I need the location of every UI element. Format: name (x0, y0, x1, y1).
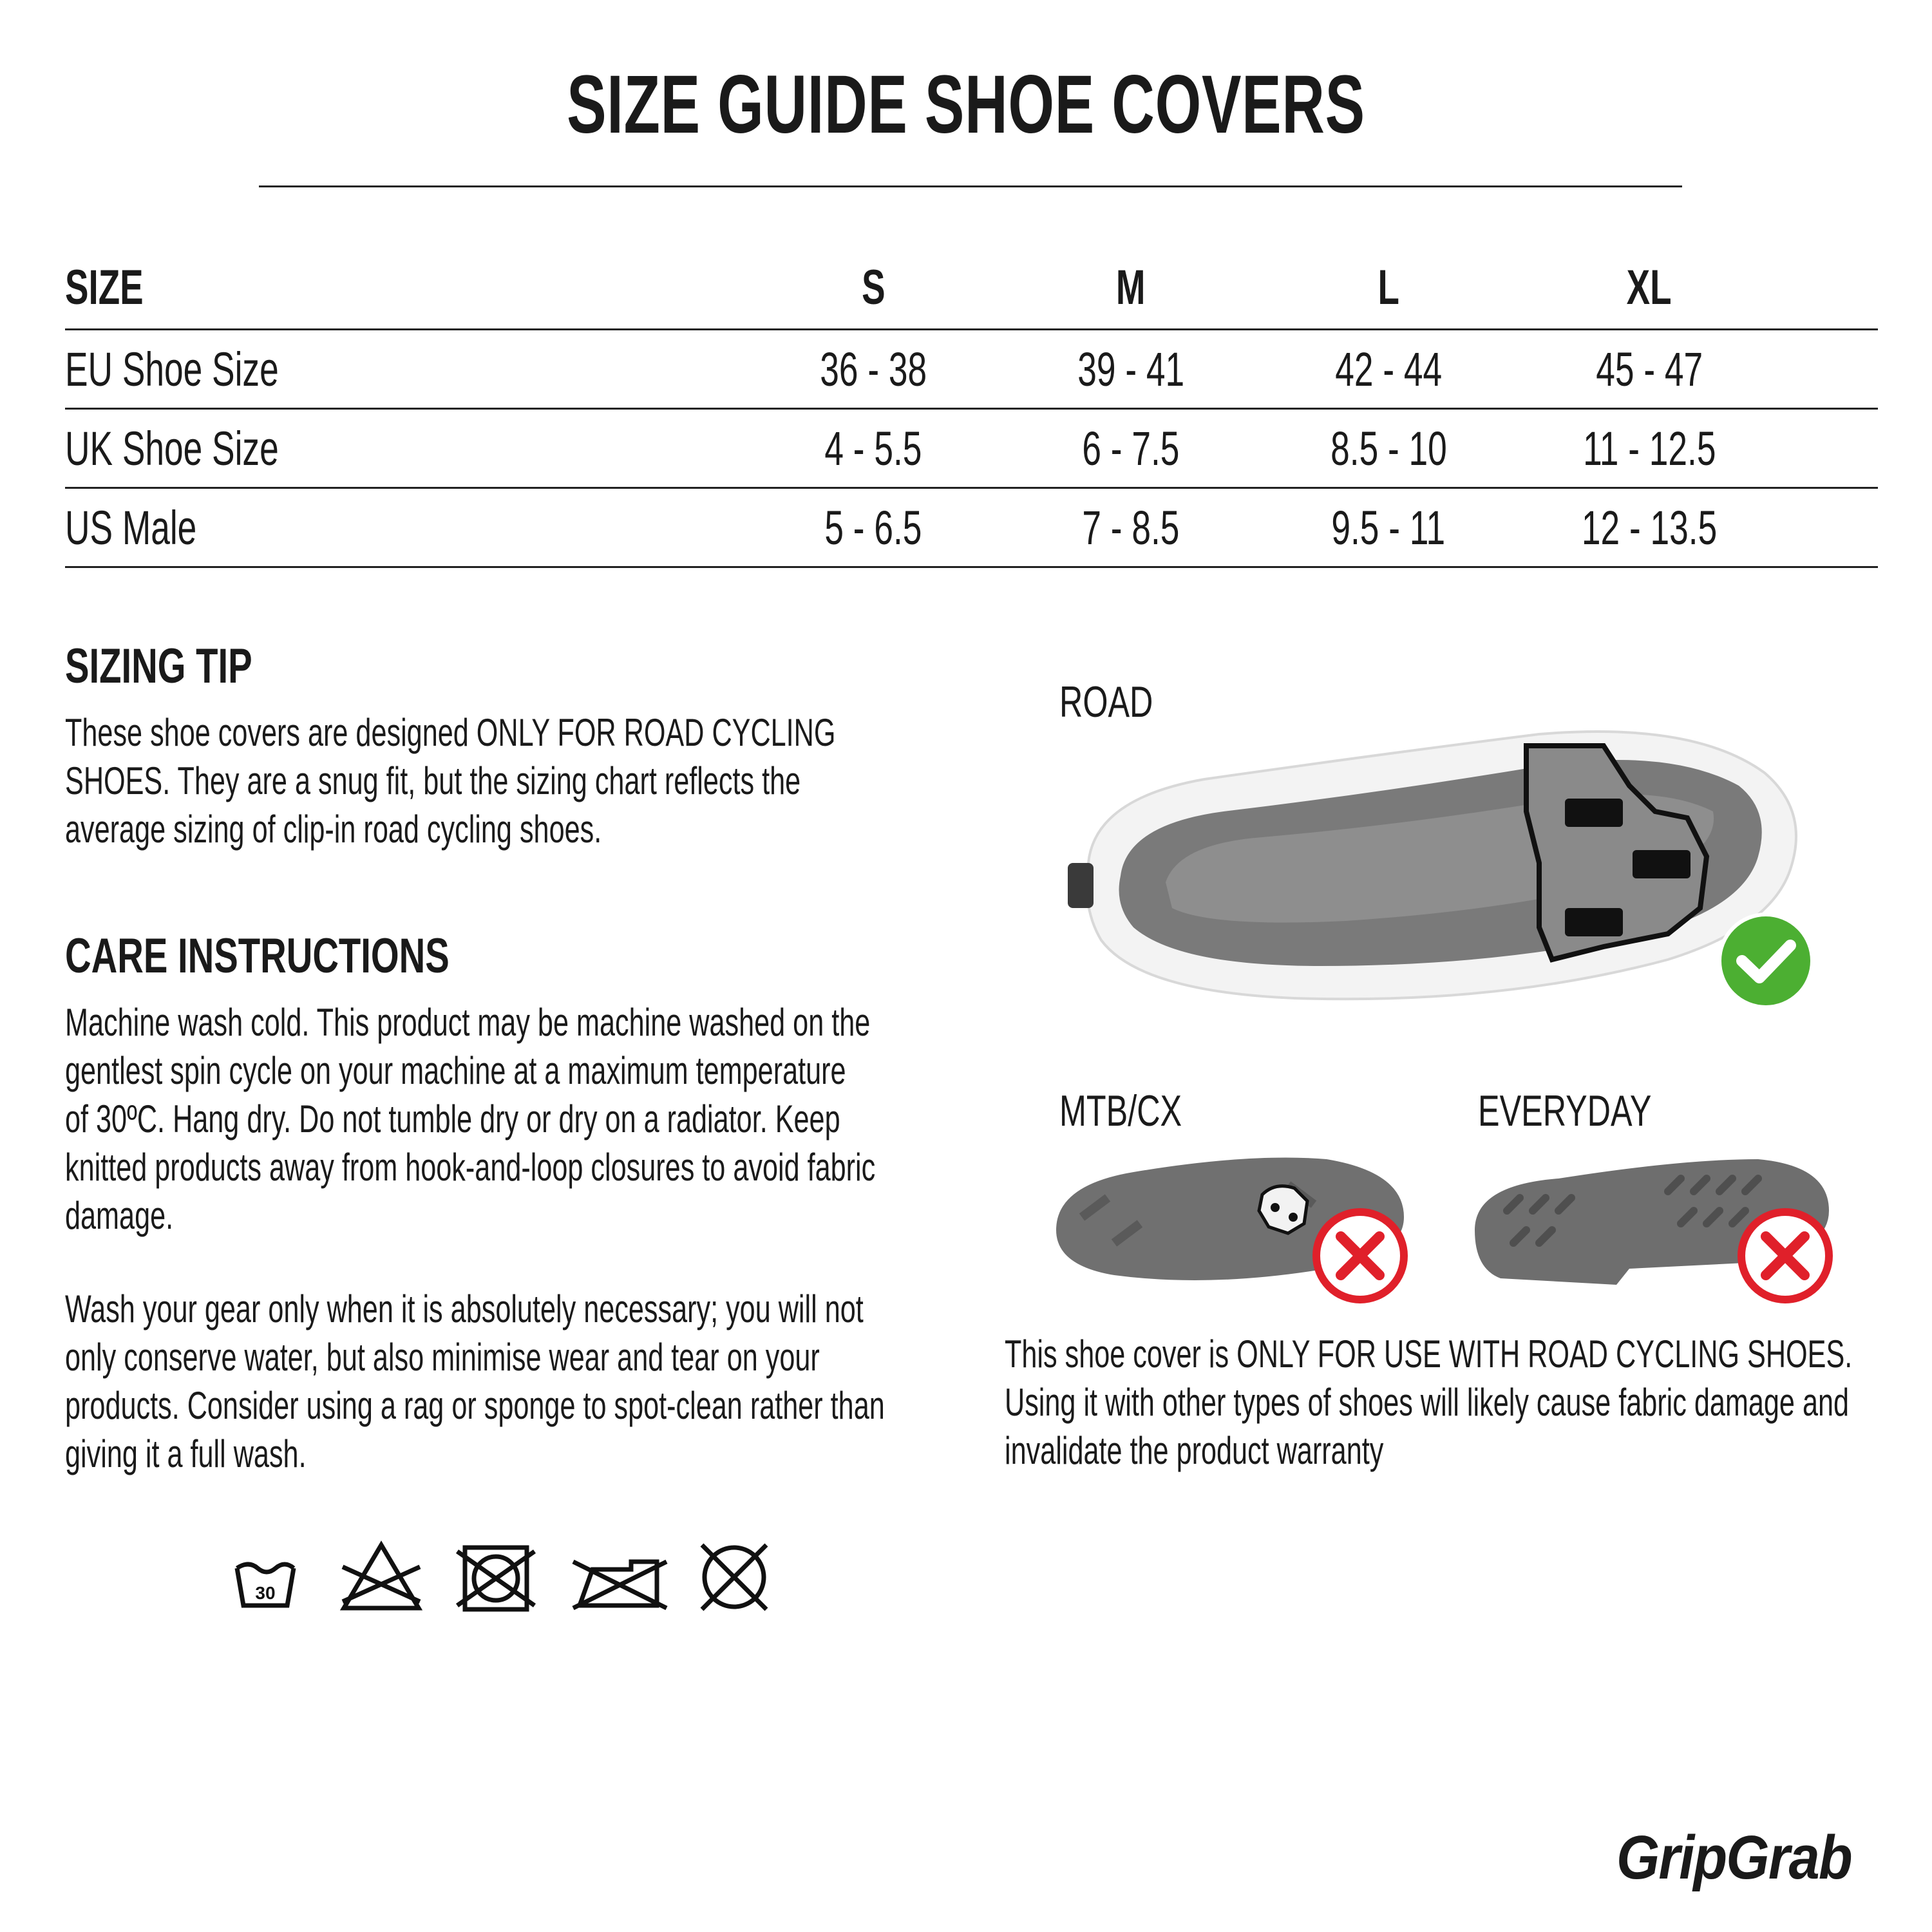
mtb-shoe-image (1043, 1133, 1417, 1314)
table-header-row (65, 245, 1878, 330)
no-tumble-dry-icon (457, 1548, 535, 1609)
table-cell: 7 - 8.5 (1082, 500, 1180, 554)
road-shoe-image (1050, 715, 1835, 1050)
brand-logo: GripGrab (1616, 1823, 1852, 1892)
everyday-shoe-image (1462, 1133, 1848, 1314)
table-cell: 45 - 47 (1596, 342, 1703, 396)
svg-text:30: 30 (255, 1583, 276, 1603)
table-cell: 11 - 12.5 (1582, 421, 1716, 475)
table-cell: 5 - 6.5 (824, 500, 922, 554)
check-icon (1719, 914, 1812, 1007)
table-cell: 39 - 41 (1077, 342, 1184, 396)
header-cell-xl: XL (1627, 260, 1672, 315)
cleat-slot (1633, 850, 1690, 878)
row-label: EU Shoe Size (65, 342, 279, 396)
header-cell-s: S (861, 260, 886, 315)
road-label: ROAD (1059, 677, 1153, 726)
care-heading: CARE INSTRUCTIONS (65, 929, 450, 983)
page-title: SIZE GUIDE SHOE COVERS (567, 59, 1365, 151)
road-shoe-strap (1068, 863, 1094, 908)
row-label: US Male (65, 500, 197, 554)
table-cell: 42 - 44 (1335, 342, 1442, 396)
mtb-label: MTB/CX (1059, 1086, 1182, 1135)
header-cell-l: L (1378, 260, 1399, 315)
header-cell-size: SIZE (65, 260, 144, 315)
table-cell: 6 - 7.5 (1082, 421, 1180, 475)
size-table (65, 245, 1878, 568)
cleat-slot (1565, 799, 1623, 827)
no-dry-clean-icon (702, 1545, 766, 1609)
table-row (65, 489, 1878, 568)
table-cell: 8.5 - 10 (1330, 421, 1447, 475)
sizing-tip-text: These shoe covers are designed ONLY FOR ROAD CYCLING SHOES. They are a snug fit, but the sizing chart reflects the average sizing of clip-in road cycling shoes. (65, 711, 836, 851)
header-cell-m: M (1116, 260, 1146, 315)
everyday-label: EVERYDAY (1478, 1086, 1652, 1135)
table-row (65, 330, 1878, 410)
title-divider (259, 185, 1682, 187)
sizing-tip-heading: SIZING TIP (65, 639, 252, 694)
care-symbols (232, 1536, 786, 1620)
table-row (65, 410, 1878, 489)
cleat-slot (1565, 908, 1623, 936)
wash-30-icon (237, 1564, 294, 1605)
no-bleach-icon (343, 1545, 420, 1608)
table-cell: 4 - 5.5 (824, 421, 922, 475)
warning-text: This shoe cover is ONLY FOR USE WITH ROAD CYCLING SHOES. Using it with other types of shoes will likely cause fabric damage and invalidate the product warranty (1005, 1332, 1853, 1472)
care-paragraph-2: Wash your gear only when it is absolutely necessary; you will not only conserve water, but also minimise wear and tear on your products. Consider using a rag or sponge to spot-clean rather than giving it a full wash. (65, 1287, 885, 1475)
table-cell: 36 - 38 (820, 342, 927, 396)
care-paragraph-1: Machine wash cold. This product may be machine washed on the gentlest spin cycle on your machine at a maximum temperature of 30ºC. Hang dry. Do not tumble dry or dry on a radiator. Keep knitted products away from hook-and-loop closures to avoid fabric damage. (65, 1001, 876, 1237)
no-iron-icon (573, 1562, 667, 1608)
table-cell: 9.5 - 11 (1331, 500, 1446, 554)
table-cell: 12 - 13.5 (1581, 500, 1718, 554)
row-label: UK Shoe Size (65, 421, 279, 475)
